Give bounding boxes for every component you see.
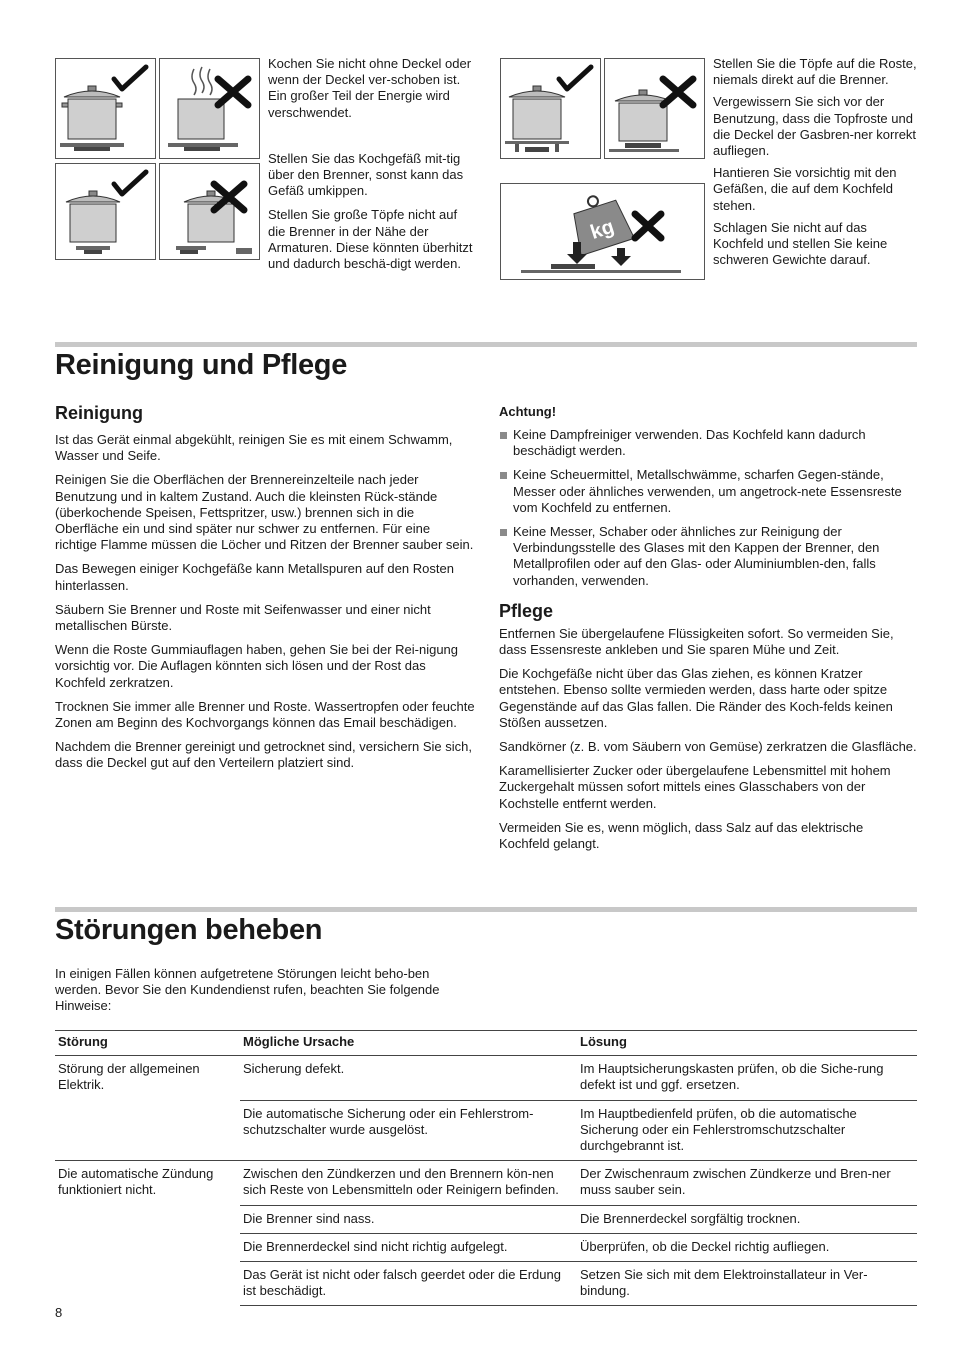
section-divider-2 <box>55 907 917 912</box>
tip-check-grates: Vergewissern Sie sich vor der Benutzung, dass die Topfroste und die Deckel der Gasbren-ner korrekt aufliegen. <box>713 94 917 159</box>
table-header-row <box>55 1031 917 1056</box>
tip-center: Stellen Sie das Kochgefäß mit-tig über den Brenner, sonst kann das Gefäß umkippen. <box>268 150 464 199</box>
cell-ursache: Die Brenner sind nass. <box>240 1205 577 1233</box>
reinigung-paragraph: Säubern Sie Brenner und Roste mit Seifenwasser und einer nicht metallischen Bürste. <box>55 601 431 634</box>
cell-ursache: Zwischen den Zündkerzen und den Brennern kön-nen sich Reste von Lebensmitteln oder Reinigern befinden. <box>240 1161 577 1205</box>
tip-lid: Kochen Sie nicht ohne Deckel oder wenn der Deckel ver-schoben ist. Ein großer Teil der Energie wird verschwendet. <box>268 56 472 120</box>
cell-ursache: Die Brennerdeckel sind nicht richtig aufgelegt. <box>240 1233 577 1261</box>
achtung-list <box>499 427 917 589</box>
cell-loesung: Im Hauptbedienfeld prüfen, ob die automatische Sicherung oder ein Fehlerstromschutzschalter durchgebrannt ist. <box>577 1100 917 1161</box>
tip-grates: Stellen Sie die Töpfe auf die Roste, niemals direkt auf die Brenner. <box>713 56 917 88</box>
cell-loesung: Im Hauptsicherungskasten prüfen, ob die Siche-rung defekt ist und ggf. ersetzen. <box>577 1056 917 1100</box>
fault-table <box>55 1030 917 1306</box>
cell-stoerung <box>55 1205 240 1233</box>
list-item: Keine Messer, Schaber oder ähnliches zur Reinigung der Verbindungsstelle des Glases mit den Kappen der Brenner, den Metallprofilen oder auf den Glas- oder Aluminiumblen-den, falls vorhanden, verwenden. <box>499 524 917 589</box>
illustration-heavy-weight-wrong <box>500 183 705 280</box>
heading-reinigung: Reinigung <box>55 403 143 423</box>
stoerungen-intro: In einigen Fällen können aufgetretene Störungen leicht beho-ben werden. Bevor Sie den Kundendienst rufen, beachten Sie folgende Hinweise: <box>55 966 440 1014</box>
column-achtung-pflege <box>499 404 917 860</box>
reinigung-paragraph: Trocknen Sie immer alle Brenner und Roste. Wassertropfen oder feuchte Zonen am Beginn des Kochvorgangs können das Email beschädigen. <box>55 698 475 731</box>
reinigung-paragraph: Nachdem die Brenner gereinigt und getrocknet sind, versichern Sie sich, dass die Deckel gut auf den Verteilern platziert sind. <box>55 739 472 771</box>
tips-left-text <box>268 56 478 280</box>
cell-stoerung: Die automatische Zündung funktioniert nicht. <box>58 1166 214 1198</box>
section-title-reinigung-pflege: Reinigung und Pflege <box>55 349 348 381</box>
list-item: Keine Scheuermittel, Metallschwämme, scharfen Gegen-stände, Messer oder ähnliches verwenden, um angetrock-nete Essensreste vom Kochfeld zu entfernen. <box>499 467 917 516</box>
list-item: Keine Dampfreiniger verwenden. Das Kochfeld kann dadurch beschädigt werden. <box>499 427 917 459</box>
cell-stoerung <box>55 1100 240 1161</box>
pflege-paragraph: Die Kochgefäße nicht über das Glas ziehen, es können Kratzer entstehen. Ebenso sollte vermieden werden, dass harte oder spitze Gegenstände auf das Glas fallen. Die Ränder des Koch-felds keinen Stößen aussetzen. <box>499 666 893 730</box>
column-header-ursache: Mögliche Ursache <box>240 1031 577 1056</box>
table-row <box>55 1233 917 1261</box>
illustration-pot-offcenter-wrong <box>159 163 260 260</box>
cell-stoerung <box>55 1233 240 1261</box>
reinigung-paragraph: Wenn die Roste Gummiauflagen haben, gehen Sie bei der Rei-nigung vorsichtig vor. Die Auflagen könnten sich lösen und der Rost das Kochfeld zerkratzen. <box>55 642 459 690</box>
pflege-paragraph: Sandkörner (z. B. vom Säubern von Gemüse) zerkratzen die Glasfläche. <box>499 739 917 755</box>
cell-loesung: Setzen Sie sich mit dem Elektroinstallateur in Ver-bindung. <box>577 1262 917 1306</box>
cell-ursache: Sicherung defekt. <box>240 1056 577 1100</box>
illustration-pot-without-lid-wrong <box>159 58 260 159</box>
achtung-label: Achtung! <box>499 404 557 419</box>
pflege-paragraph: Karamellisierter Zucker oder übergelaufene Lebensmittel mit hohem Zuckergehalt müssen sofort mittels eines Glasschabers von der Kochstelle entfernt werden. <box>499 763 891 811</box>
tips-right-text <box>713 56 918 276</box>
cell-loesung: Die Brennerdeckel sorgfältig trocknen. <box>577 1205 917 1233</box>
reinigung-paragraph: Reinigen Sie die Oberflächen der Brennereinzelteile nach jeder Benutzung und in kaltem Zustand. Auch die kleinsten Rück-stände (überkochende Speisen, Fettspritzer, usw.) brennen sich in die Oberfläche ein und sind später nur schwer zu entfernen. Für eine richtige Flamme müssen die Löcher und Ritzen der Brenner sauber sein. <box>55 472 474 553</box>
section-divider-1 <box>55 342 917 347</box>
section-title-stoerungen: Störungen beheben <box>55 914 323 946</box>
cell-ursache: Die automatische Sicherung oder ein Fehlerstrom-schutzschalter wurde ausgelöst. <box>240 1100 577 1161</box>
table-row <box>55 1205 917 1233</box>
illustration-pot-with-lid-ok <box>55 58 156 159</box>
table-row <box>55 1262 917 1306</box>
cell-loesung: Der Zwischenraum zwischen Zündkerze und Bren-ner muss sauber sein. <box>577 1161 917 1205</box>
table-row <box>55 1056 917 1100</box>
column-header-stoerung: Störung <box>55 1031 240 1056</box>
column-header-loesung: Lösung <box>577 1031 917 1056</box>
weight-label: kg <box>587 215 617 244</box>
illustration-pot-on-burner-wrong <box>604 58 705 159</box>
pflege-paragraph: Entfernen Sie übergelaufene Flüssigkeiten sofort. So vermeiden Sie, dass Essensreste ankleben und Sie sparen Mühe und Zeit. <box>499 625 894 658</box>
illustration-pot-on-grate-ok <box>500 58 601 159</box>
cell-ursache: Das Gerät ist nicht oder falsch geerdet oder die Erdung ist beschädigt. <box>240 1262 577 1306</box>
table-row <box>55 1100 917 1161</box>
pflege-paragraph: Vermeiden Sie es, wenn möglich, dass Salz auf das elektrische Kochfeld gelangt. <box>499 819 864 852</box>
cell-stoerung <box>55 1262 240 1306</box>
reinigung-paragraph: Ist das Gerät einmal abgekühlt, reinigen Sie es mit einem Schwamm, Wasser und Seife. <box>55 432 453 464</box>
tip-handle-carefully: Hantieren Sie vorsichtig mit den Gefäßen, die auf dem Kochfeld stehen. <box>713 165 897 213</box>
tip-large-pots: Stellen Sie große Töpfe nicht auf die Brenner in der Nähe der Armaturen. Diese könnten überhitzt und dadurch beschä-digt werden. <box>268 207 473 272</box>
illustration-pot-centered-ok <box>55 163 156 260</box>
table-row <box>55 1161 917 1205</box>
cell-loesung: Überprüfen, ob die Deckel richtig aufliegen. <box>577 1233 917 1261</box>
page-number: 8 <box>55 1305 63 1320</box>
column-reinigung <box>55 403 475 780</box>
heading-pflege: Pflege <box>499 600 554 621</box>
reinigung-paragraph: Das Bewegen einiger Kochgefäße kann Metallspuren auf den Rosten hinterlassen. <box>55 561 454 593</box>
tip-no-weights: Schlagen Sie nicht auf das Kochfeld und stellen Sie keine schweren Gewichte darauf. <box>713 219 888 268</box>
cell-stoerung: Störung der allgemeinen Elektrik. <box>58 1061 200 1093</box>
